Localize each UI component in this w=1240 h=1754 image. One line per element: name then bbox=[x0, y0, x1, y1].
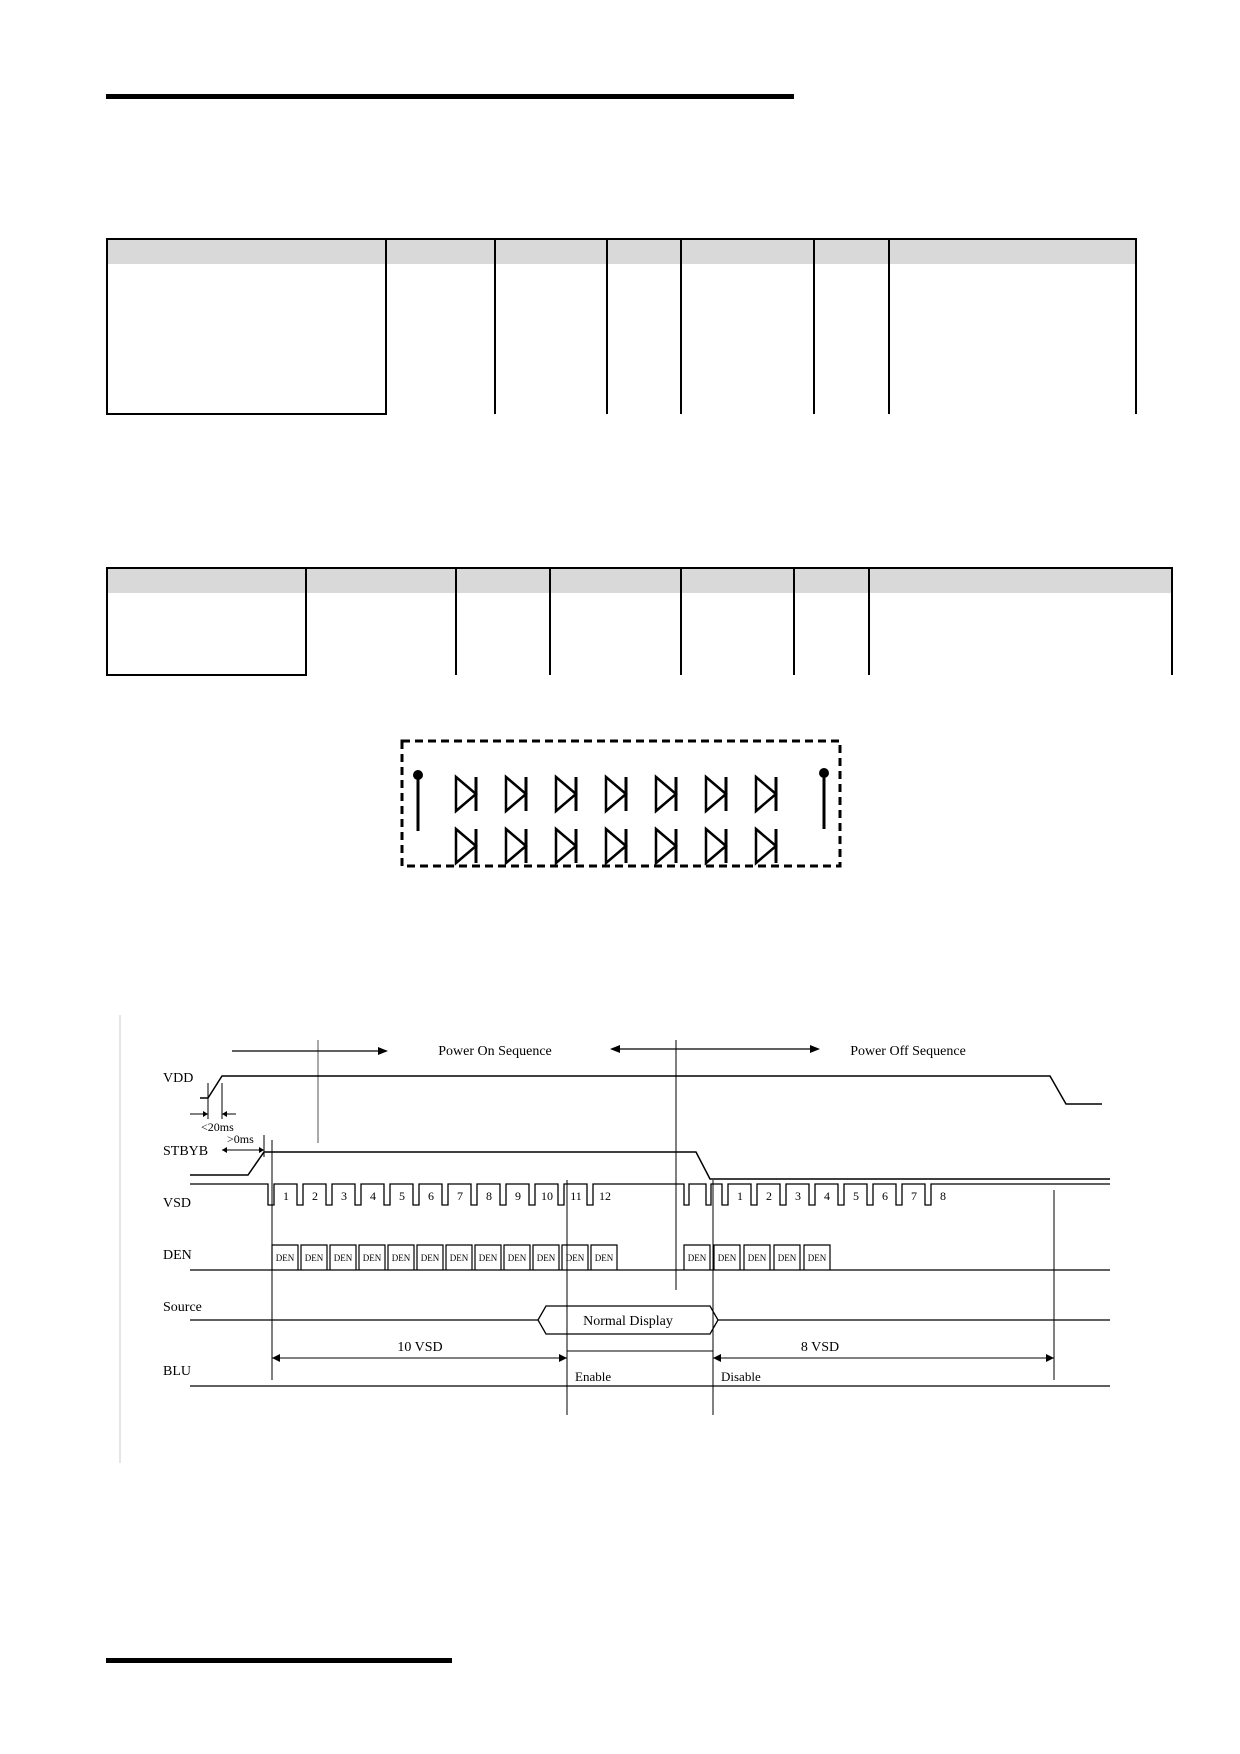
led-diode-icon bbox=[656, 777, 676, 811]
led-diode-icon bbox=[706, 777, 726, 811]
power-on-arrow bbox=[232, 1047, 388, 1055]
led-diode-icon bbox=[556, 829, 576, 863]
den-block bbox=[562, 1245, 588, 1270]
anode-terminal bbox=[413, 770, 423, 831]
den-block bbox=[504, 1245, 530, 1270]
led-circuit-diagram bbox=[400, 739, 842, 868]
den-block-label: DEN bbox=[507, 1253, 527, 1263]
table-header-row bbox=[107, 568, 1172, 593]
vsd-pulse-label: 5 bbox=[399, 1189, 405, 1203]
cathode-terminal bbox=[819, 768, 829, 829]
blu-enable-label: Enable bbox=[575, 1369, 612, 1384]
den-block bbox=[330, 1245, 356, 1270]
den-block bbox=[591, 1245, 617, 1270]
footer-rule bbox=[106, 1658, 452, 1663]
den-block-label: DEN bbox=[333, 1253, 353, 1263]
blu-off-interval-label: 8 VSD bbox=[800, 1340, 840, 1355]
blu-on-interval-label: 10 VSD bbox=[397, 1340, 443, 1355]
blu-off-interval bbox=[713, 1354, 1054, 1362]
header-rule bbox=[106, 94, 794, 99]
vsd-pulse-label: 1 bbox=[283, 1189, 289, 1203]
den-block-label: DEN bbox=[777, 1253, 797, 1263]
den-block-label: DEN bbox=[565, 1253, 585, 1263]
den-block bbox=[533, 1245, 559, 1270]
den-block bbox=[301, 1245, 327, 1270]
spec-table-2 bbox=[106, 567, 1173, 676]
den-block-label: DEN bbox=[275, 1253, 295, 1263]
vdd-rise-time-label: <20ms bbox=[201, 1120, 234, 1134]
den-block-label: DEN bbox=[478, 1253, 498, 1263]
den-block-label: DEN bbox=[420, 1253, 440, 1263]
den-block-label: DEN bbox=[807, 1253, 827, 1263]
signal-label-den: DEN bbox=[163, 1248, 192, 1263]
den-block bbox=[417, 1245, 443, 1270]
vsd-pulse-label: 3 bbox=[341, 1189, 347, 1203]
power-on-sequence-label: Power On Sequence bbox=[438, 1044, 552, 1059]
den-block bbox=[475, 1245, 501, 1270]
blu-on-interval bbox=[272, 1354, 567, 1362]
led-diode-icon bbox=[456, 777, 476, 811]
den-block-label: DEN bbox=[449, 1253, 469, 1263]
den-block-label: DEN bbox=[747, 1253, 767, 1263]
den-block bbox=[744, 1245, 770, 1270]
led-diode-icon bbox=[506, 777, 526, 811]
signal-label-vsd: VSD bbox=[163, 1196, 192, 1211]
signal-label-vdd: VDD bbox=[163, 1071, 194, 1086]
den-block-label: DEN bbox=[717, 1253, 737, 1263]
den-block bbox=[774, 1245, 800, 1270]
led-diode-icon bbox=[556, 777, 576, 811]
vsd-pulse-label: 8 bbox=[940, 1189, 946, 1203]
signal-label-source: Source bbox=[163, 1300, 202, 1315]
power-off-sequence-label: Power Off Sequence bbox=[850, 1044, 966, 1059]
stbyb-delay-label: >0ms bbox=[227, 1132, 254, 1146]
den-block-label: DEN bbox=[304, 1253, 324, 1263]
vsd-pulse-label: 8 bbox=[486, 1189, 492, 1203]
vdd-waveform bbox=[200, 1076, 1102, 1104]
vsd-pulse-label: 10 bbox=[541, 1189, 553, 1203]
vsd-pulse-label: 4 bbox=[370, 1189, 376, 1203]
led-diode-icon bbox=[456, 829, 476, 863]
vsd-pulse-label: 11 bbox=[570, 1189, 582, 1203]
led-diode-icon bbox=[656, 829, 676, 863]
power-sequence-timing-diagram bbox=[110, 1015, 1130, 1475]
vsd-pulse-label: 5 bbox=[853, 1189, 859, 1203]
vsd-pulse-label: 6 bbox=[882, 1189, 888, 1203]
spec-table-1 bbox=[106, 238, 1137, 415]
led-diode-icon bbox=[756, 829, 776, 863]
den-block bbox=[359, 1245, 385, 1270]
den-block bbox=[272, 1245, 298, 1270]
den-block-label: DEN bbox=[391, 1253, 411, 1263]
led-diode-icon bbox=[606, 777, 626, 811]
den-block-label: DEN bbox=[362, 1253, 382, 1263]
led-array bbox=[456, 777, 776, 863]
vsd-pulse-label: 3 bbox=[795, 1189, 801, 1203]
bidirectional-arrow bbox=[610, 1045, 820, 1053]
den-block bbox=[804, 1245, 830, 1270]
signal-label-stbyb: STBYB bbox=[163, 1144, 209, 1159]
table-header-row bbox=[107, 239, 1136, 264]
den-block bbox=[388, 1245, 414, 1270]
vsd-pulse-label: 1 bbox=[737, 1189, 743, 1203]
led-diode-icon bbox=[506, 829, 526, 863]
vsd-waveform bbox=[190, 1184, 1110, 1205]
signal-label-blu: BLU bbox=[163, 1364, 191, 1379]
den-block-label: DEN bbox=[594, 1253, 614, 1263]
den-block bbox=[684, 1245, 710, 1270]
vsd-pulse-label: 4 bbox=[824, 1189, 830, 1203]
vdd-rise-time bbox=[190, 1083, 236, 1119]
led-diode-icon bbox=[706, 829, 726, 863]
source-state-label: Normal Display bbox=[583, 1314, 673, 1329]
led-diode-icon bbox=[606, 829, 626, 863]
vsd-pulse-label: 9 bbox=[515, 1189, 521, 1203]
den-block-label: DEN bbox=[687, 1253, 707, 1263]
den-block-label: DEN bbox=[536, 1253, 556, 1263]
den-block bbox=[446, 1245, 472, 1270]
table-row bbox=[107, 264, 1136, 414]
blu-disable-label: Disable bbox=[721, 1369, 761, 1384]
table-row bbox=[107, 593, 1172, 675]
vsd-pulse-label: 7 bbox=[457, 1189, 463, 1203]
den-block bbox=[714, 1245, 740, 1270]
stbyb-waveform bbox=[190, 1152, 1110, 1179]
vsd-pulse-label: 6 bbox=[428, 1189, 434, 1203]
vsd-pulse-label: 7 bbox=[911, 1189, 917, 1203]
den-waveform bbox=[272, 1245, 830, 1270]
vsd-pulse-label: 12 bbox=[599, 1189, 611, 1203]
vsd-pulse-label: 2 bbox=[766, 1189, 772, 1203]
vsd-pulse-label: 2 bbox=[312, 1189, 318, 1203]
led-diode-icon bbox=[756, 777, 776, 811]
